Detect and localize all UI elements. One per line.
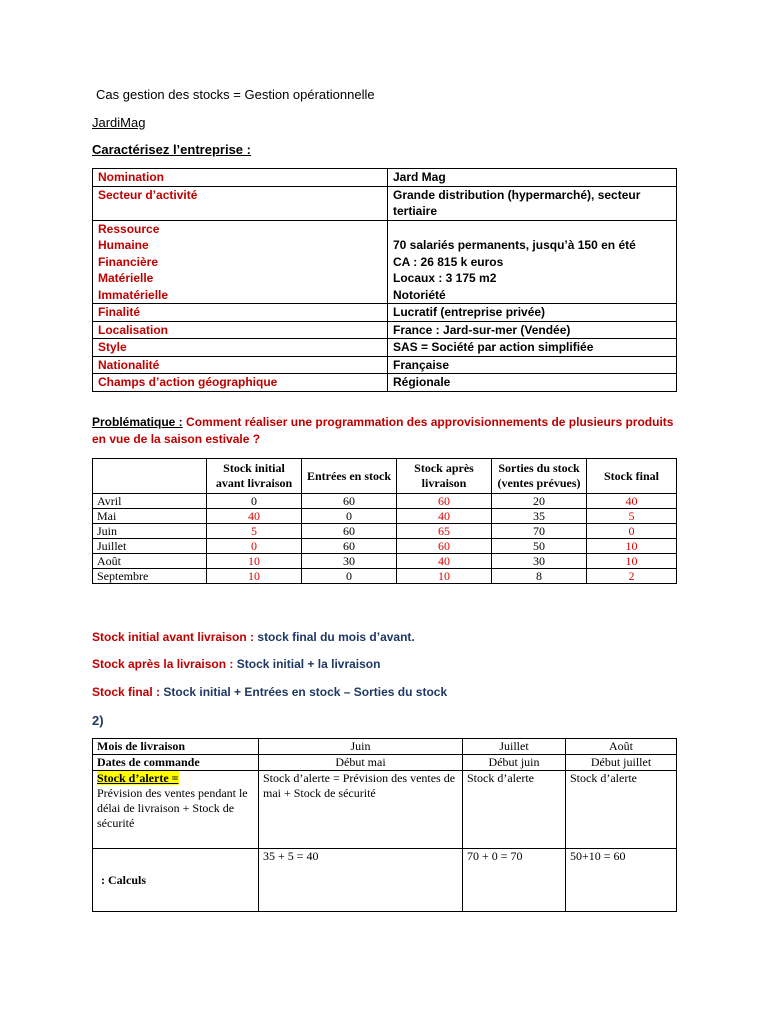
document-title: Cas gestion des stocks = Gestion opérationnelle xyxy=(96,87,375,102)
alert-cell: Stock d’alerte = Prévision des ventes de mai + Stock de sécurité xyxy=(259,771,463,849)
table-row xyxy=(93,849,677,912)
entrees-cell: 30 xyxy=(302,554,397,569)
table-row xyxy=(93,220,677,304)
table-row xyxy=(93,524,677,539)
question-number: 2) xyxy=(92,713,104,728)
resource-labels xyxy=(93,220,388,304)
row-label: Finalité xyxy=(93,304,388,322)
sorties-cell: 35 xyxy=(492,509,587,524)
sorties-cell: 70 xyxy=(492,524,587,539)
alert-cell: Stock d’alerte xyxy=(566,771,677,849)
apres-cell: 10 xyxy=(397,569,492,584)
table-header-row xyxy=(93,459,677,494)
initial-cell: 10 xyxy=(207,569,302,584)
table-row xyxy=(93,569,677,584)
row-value: Régionale xyxy=(388,374,677,392)
row-label: Secteur d’activité xyxy=(93,186,388,220)
month-label: Septembre xyxy=(93,569,207,584)
table-row xyxy=(93,304,677,322)
formula-3 xyxy=(92,685,447,699)
formula-label: Stock initial avant livraison : xyxy=(92,630,255,644)
date-cell: Début juillet xyxy=(566,755,677,771)
table-row xyxy=(93,539,677,554)
month-label: Juillet xyxy=(93,539,207,554)
row-label: Humaine xyxy=(98,238,149,252)
formula-text: Stock initial + Entrées en stock – Sorties du stock xyxy=(163,685,448,699)
row-label: : Calculs xyxy=(93,849,259,912)
table-row xyxy=(93,771,677,849)
date-cell: Début mai xyxy=(259,755,463,771)
row-label: Mois de livraison xyxy=(93,739,259,755)
row-label: Localisation xyxy=(93,321,388,339)
entrees-cell: 60 xyxy=(302,524,397,539)
stock-table xyxy=(92,458,677,584)
alert-cell: Stock d’alerte xyxy=(463,771,566,849)
month-label: Juin xyxy=(93,524,207,539)
formula-label: Stock final : xyxy=(92,685,161,699)
table-row xyxy=(93,739,677,755)
table-row xyxy=(93,494,677,509)
row-value: 70 salariés permanents, jusqu’à 150 en été xyxy=(393,238,636,252)
table-row xyxy=(93,186,677,220)
month-cell: Juillet xyxy=(463,739,566,755)
entrees-cell: 0 xyxy=(302,569,397,584)
month-label: Avril xyxy=(93,494,207,509)
final-cell: 5 xyxy=(587,509,677,524)
month-label: Mai xyxy=(93,509,207,524)
resource-values xyxy=(388,220,677,304)
month-cell: Août xyxy=(566,739,677,755)
col-header: Sorties du stock (ventes prévues) xyxy=(492,459,587,494)
final-cell: 40 xyxy=(587,494,677,509)
alert-label: Stock d’alerte = xyxy=(97,771,179,785)
initial-cell: 5 xyxy=(207,524,302,539)
corner-cell xyxy=(93,459,207,494)
table-row xyxy=(93,356,677,374)
sorties-cell: 20 xyxy=(492,494,587,509)
month-cell: Juin xyxy=(259,739,463,755)
entrees-cell: 60 xyxy=(302,539,397,554)
row-label: Style xyxy=(93,339,388,357)
row-label: Nationalité xyxy=(93,356,388,374)
col-header: Stock final xyxy=(587,459,677,494)
row-value: France : Jard-sur-mer (Vendée) xyxy=(388,321,677,339)
final-cell: 10 xyxy=(587,539,677,554)
apres-cell: 60 xyxy=(397,539,492,554)
row-label: Matérielle xyxy=(98,271,154,285)
table-row xyxy=(93,755,677,771)
row-label: Nomination xyxy=(93,169,388,187)
table-row xyxy=(93,169,677,187)
initial-cell: 10 xyxy=(207,554,302,569)
initial-cell: 0 xyxy=(207,494,302,509)
calc-cell: 35 + 5 = 40 xyxy=(259,849,463,912)
row-label: Dates de commande xyxy=(93,755,259,771)
row-value: Locaux : 3 175 m2 xyxy=(393,271,497,285)
row-label: Ressource xyxy=(98,221,160,236)
date-cell: Début juin xyxy=(463,755,566,771)
sorties-cell: 30 xyxy=(492,554,587,569)
problem-label: Problématique : xyxy=(92,415,183,429)
formula-label: Stock après la livraison : xyxy=(92,657,234,671)
row-label: Champs d’action géographique xyxy=(93,374,388,392)
apres-cell: 40 xyxy=(397,509,492,524)
col-header: Entrées en stock xyxy=(302,459,397,494)
initial-cell: 0 xyxy=(207,539,302,554)
table-row xyxy=(93,339,677,357)
row-label: Immatérielle xyxy=(98,287,169,302)
row-value: Jard Mag xyxy=(388,169,677,187)
apres-cell: 60 xyxy=(397,494,492,509)
row-value: SAS = Société par action simplifiée xyxy=(388,339,677,357)
calc-cell: 50+10 = 60 xyxy=(566,849,677,912)
final-cell: 0 xyxy=(587,524,677,539)
section-heading: Caractérisez l’entreprise : xyxy=(92,142,251,157)
col-header: Stock initial avant livraison xyxy=(207,459,302,494)
sorties-cell: 50 xyxy=(492,539,587,554)
row-value: Grande distribution (hypermarché), secteur tertiaire xyxy=(388,186,677,220)
row-label: Financière xyxy=(98,254,159,269)
col-header: Stock après livraison xyxy=(397,459,492,494)
row-value: Notoriété xyxy=(393,287,446,302)
entrees-cell: 60 xyxy=(302,494,397,509)
apres-cell: 40 xyxy=(397,554,492,569)
table-row xyxy=(93,509,677,524)
problem-text: Comment réaliser une programmation des approvisionnements de plusieurs produits en vue de la saison estivale ? xyxy=(92,415,674,446)
month-label: Août xyxy=(93,554,207,569)
formula-2 xyxy=(92,657,380,671)
row-value: Lucratif (entreprise privée) xyxy=(388,304,677,322)
final-cell: 2 xyxy=(587,569,677,584)
calc-cell: 70 + 0 = 70 xyxy=(463,849,566,912)
sorties-cell: 8 xyxy=(492,569,587,584)
problem-statement xyxy=(92,414,682,448)
alert-definition xyxy=(93,771,259,849)
alert-formula: Prévision des ventes pendant le délai de livraison + Stock de sécurité xyxy=(97,786,248,830)
initial-cell: 40 xyxy=(207,509,302,524)
company-name: JardiMag xyxy=(92,115,146,130)
final-cell: 10 xyxy=(587,554,677,569)
formula-1 xyxy=(92,630,415,644)
table-row xyxy=(93,374,677,392)
order-table xyxy=(92,738,677,912)
row-value: CA : 26 815 k euros xyxy=(393,254,504,269)
formula-text: Stock initial + la livraison xyxy=(236,657,381,671)
table-row xyxy=(93,554,677,569)
apres-cell: 65 xyxy=(397,524,492,539)
entrees-cell: 0 xyxy=(302,509,397,524)
row-value: Française xyxy=(388,356,677,374)
table-row xyxy=(93,321,677,339)
company-characteristics-table xyxy=(92,168,677,392)
formula-text: stock final du mois d’avant. xyxy=(257,630,415,644)
